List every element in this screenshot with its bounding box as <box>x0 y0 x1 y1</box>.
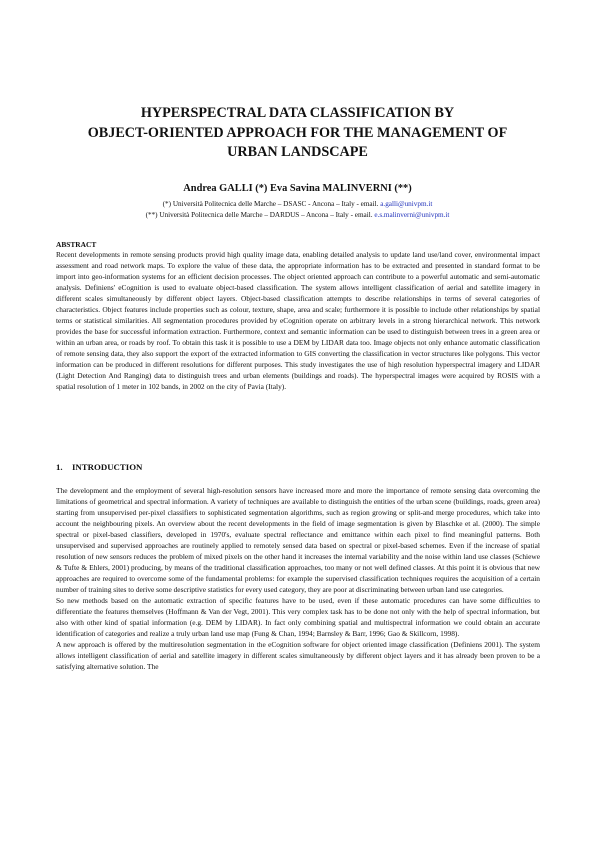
paragraph: So new methods based on the automatic extraction of specific features have to be used, even if these automatic procedures can have some difficulties to differentiate the features themselves (Hoffmann & Van der Vegt, 2001). This very complex task has to be done not only with the help of spectral information, but also with other kind of spatial information (e.g. DEM by LIDAR). In fact only combining spatial and multispectral information we could obtain an accurate identification of categories and realize a truly urban land use map (Fung & Chan, 1994; Barnsley & Barr, 1996; Gao & Skillcorn, 1998). <box>56 595 540 638</box>
section-number: 1. <box>56 462 63 472</box>
email-link[interactable]: e.s.malinverni@univpm.it <box>374 211 450 219</box>
introduction-body <box>56 486 540 673</box>
abstract-heading: ABSTRACT <box>56 240 97 249</box>
affiliation-2 <box>40 210 555 220</box>
title-line: URBAN LANDSCAPE <box>227 144 368 160</box>
paragraph: A new approach is offered by the multiresolution segmentation in the eCognition software for object oriented image classification (Definiens 2001). The system allows intelligent classification of aerial and satellite imagery in different scales simultaneously by different object layers and it has already been proven to be a satisfying alternative solution. The <box>56 639 540 671</box>
author-list: Andrea GALLI (*) Eva Savina MALINVERNI (**) <box>183 183 412 194</box>
paragraph: The development and the employment of several high-resolution sensors have increased more and more the importance of remote sensing data overcoming the limitations of geometrical and spectral information. A variety of techniques are available to distinguish the entities of the urban scene (buildings, roads, green area) starting from unsupervised per-pixel classifiers to sophisticated segmentation algorithms, such as region growing or split-and merge procedures, which take into account the neighbouring pixels. An overview about the recent developments in the field of image segmentation is given by Blaschke et al. (2000). The simple spectral or pixel-based classifiers, developed in 1970's, evaluate spectral reflectance and emittance within each pixel to find meaningful patterns. Both unsupervised and supervised approaches are routinely applied to remotely sensed data based on spectral or pixel-based schemes. Even if the increase of spatial resolution of new sensors reduces the problem of mixed pixels on the other hand it increases the internal variability and the noise within land use classes (Schiewe & Tufte & Ehlers, 2001) producing, by means of the traditional classification approaches, too many or not well defined classes. At this point it is obvious that new approaches are required to overcome some of the fundamental problems: for example the supervised classification techniques requires the acquisition of a certain number of training sites to derive some descriptive statistics for every used category, they are poor at discriminating between urban land use categories. <box>56 486 540 594</box>
email-link[interactable]: a.galli@univpm.it <box>380 200 433 208</box>
title-line: HYPERSPECTRAL DATA CLASSIFICATION BY <box>140 105 455 121</box>
abstract-body: Recent developments in remote sensing products provid high quality image data, enabling detailed analysis to update land use/land cover, environmental impact assessment and road network maps. To explore the value of these data, the appropriate information has to be extracted and presented in standard format to be import into geo-information systems for an efficient decision processes. The object oriented approach can contribute to a powerful automatic and semi-automatic analysis. Definiens' eCognition is used to evaluate object-based classification. The system allows intelligent classification of aerial and satellite imagery in different scales simultaneously by different object layers. Object-based classification attempts to describe relationships in terms of several categories of characteristics. Object features include properties such as colour, texture, shape, area and scale; furthermore it is possible to include other relationships by spatial terms or statistical similarities. All segmentation procedures provided by eCognition operate on arbitrary levels in a strong hierarchical network. This network provides the base for successful information extraction. Furthermore, context and semantic information can be used to distinguish between trees in a green area or within an urban area, or roads by roof. To obtain this task it is possible to use a DEM by LIDAR data too. Image objects not only enhance automatic classification of remote sensing data, they also support the export of the extracted information to GIS converting the classification in vector structures like polygons. This vector information can be produced in different resolutions for different purposes. This study investigates the use of high resolution hyperspectral imagery and LIDAR (Light Detection And Ranging) data to distinguish trees and urban elements (buildings and roads). The hyperspectral images were acquired by ROSIS with a spatial resolution of 1 meter in 102 bands, in 2002 on the city of Pavia (Italy). <box>56 250 540 391</box>
affiliation-text: (**) Università Politecnica delle Marche – DARDUS – Ancona – Italy - email. <box>145 211 375 219</box>
affiliation-1 <box>40 199 555 209</box>
paper-title <box>40 104 555 163</box>
affiliation-text: (*) Università Politecnica delle Marche – DSASC - Ancona – Italy - email. <box>162 200 381 208</box>
section-heading <box>56 461 142 473</box>
title-line: OBJECT-ORIENTED APPROACH FOR THE MANAGEMENT OF <box>87 124 508 141</box>
section-title: INTRODUCTION <box>72 462 143 472</box>
